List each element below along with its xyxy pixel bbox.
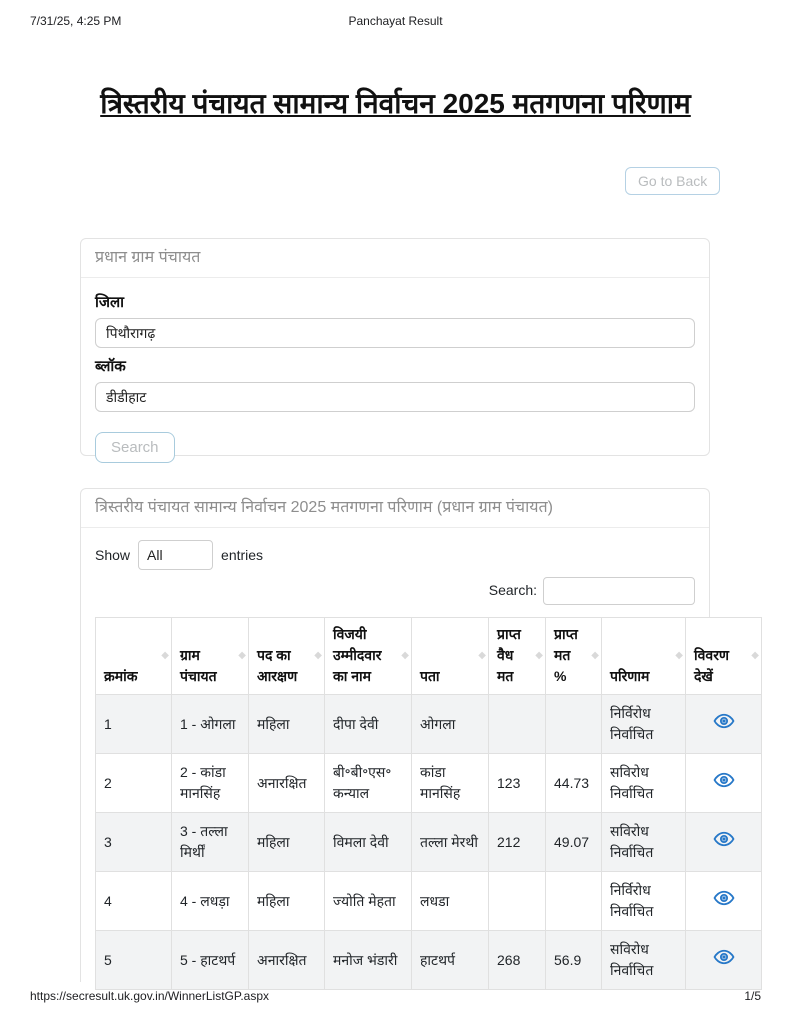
cell-vote-pct [546, 695, 602, 754]
results-table-head [96, 618, 762, 695]
sort-icon: ◆ [314, 650, 322, 661]
cell-valid-votes [489, 872, 546, 931]
column-header-label: परिणाम [610, 668, 650, 684]
column-header-label: पता [420, 668, 440, 684]
sort-icon: ◆ [751, 650, 759, 661]
table-length-control [95, 540, 695, 570]
column-header-label: ग्राम पंचायत [180, 647, 217, 684]
column-header-5[interactable] [489, 618, 546, 695]
entries-select[interactable] [138, 540, 213, 570]
table-row [96, 813, 762, 872]
cell-winner: मनोज भंडारी [325, 931, 412, 990]
print-doc-title: Panchayat Result [348, 14, 443, 28]
column-header-0[interactable] [96, 618, 172, 695]
table-row [96, 754, 762, 813]
column-header-label: विवरण देखें [694, 647, 730, 684]
cell-valid-votes: 212 [489, 813, 546, 872]
eye-icon[interactable] [713, 710, 735, 732]
print-header [0, 14, 791, 28]
show-label: Show [95, 547, 131, 563]
print-page-number: 1/5 [744, 989, 761, 1003]
column-header-label: प्राप्त मत % [554, 626, 578, 684]
cell-vote-pct [546, 872, 602, 931]
cell-sno: 2 [96, 754, 172, 813]
filter-card [80, 238, 710, 456]
sort-icon: ◆ [161, 650, 169, 661]
district-label: जिला [95, 294, 125, 311]
cell-winner: विमला देवी [325, 813, 412, 872]
district-input[interactable] [95, 318, 695, 348]
cell-valid-votes: 123 [489, 754, 546, 813]
cell-vote-pct: 44.73 [546, 754, 602, 813]
column-header-label: पद का आरक्षण [257, 647, 298, 684]
column-header-3[interactable] [325, 618, 412, 695]
table-row [96, 872, 762, 931]
table-search-input[interactable] [543, 577, 695, 605]
column-header-6[interactable] [546, 618, 602, 695]
column-header-2[interactable] [249, 618, 325, 695]
cell-gram-panchayat: 5 - हाटथर्प [172, 931, 249, 990]
sort-icon: ◆ [238, 650, 246, 661]
cell-sno: 3 [96, 813, 172, 872]
cell-winner: बी॰बी॰एस॰ कन्याल [325, 754, 412, 813]
sort-icon: ◆ [535, 650, 543, 661]
cell-vote-pct: 49.07 [546, 813, 602, 872]
filter-card-header: प्रधान ग्राम पंचायत [81, 239, 709, 278]
results-card-header: त्रिस्तरीय पंचायत सामान्य निर्वाचन 2025 मतगणना परिणाम (प्रधान ग्राम पंचायत) [81, 489, 709, 528]
eye-icon[interactable] [713, 887, 735, 909]
cell-address: कांडा मानसिंह [412, 754, 489, 813]
table-filter-control [95, 577, 695, 605]
cell-vote-pct: 56.9 [546, 931, 602, 990]
sort-icon: ◆ [401, 650, 409, 661]
column-header-label: प्राप्त वैध मत [497, 626, 521, 684]
cell-address: हाटथर्प [412, 931, 489, 990]
sort-icon: ◆ [675, 650, 683, 661]
cell-view-details [686, 695, 762, 754]
cell-view-details [686, 872, 762, 931]
cell-reservation: अनारक्षित [249, 754, 325, 813]
cell-gram-panchayat: 3 - तल्ला मिर्थीं [172, 813, 249, 872]
column-header-label: क्रमांक [104, 668, 138, 684]
cell-result: सविरोध निर्वाचित [602, 931, 686, 990]
cell-result: सविरोध निर्वाचित [602, 754, 686, 813]
column-header-4[interactable] [412, 618, 489, 695]
results-card [80, 488, 759, 982]
column-header-1[interactable] [172, 618, 249, 695]
cell-address: तल्ला मेरथी [412, 813, 489, 872]
cell-reservation: महिला [249, 813, 325, 872]
cell-result: निर्विरोध निर्वाचित [602, 695, 686, 754]
sort-icon: ◆ [478, 650, 486, 661]
sort-icon: ◆ [591, 650, 599, 661]
cell-address: ओगला [412, 695, 489, 754]
cell-reservation: अनारक्षित [249, 931, 325, 990]
search-button[interactable]: Search [95, 432, 175, 463]
cell-result: निर्विरोध निर्वाचित [602, 872, 686, 931]
cell-view-details [686, 931, 762, 990]
cell-gram-panchayat: 1 - ओगला [172, 695, 249, 754]
cell-reservation: महिला [249, 695, 325, 754]
results-table [95, 617, 762, 990]
eye-icon[interactable] [713, 769, 735, 791]
results-table-body [96, 695, 762, 990]
column-header-7[interactable] [602, 618, 686, 695]
cell-gram-panchayat: 2 - कांडा मानसिंह [172, 754, 249, 813]
cell-view-details [686, 754, 762, 813]
column-header-label: विजयी उम्मीदवार का नाम [333, 626, 382, 684]
cell-gram-panchayat: 4 - लधड़ा [172, 872, 249, 931]
block-label: ब्लॉक [95, 358, 126, 375]
cell-winner: ज्योति मेहता [325, 872, 412, 931]
go-to-back-button[interactable]: Go to Back [625, 167, 720, 195]
print-datetime: 7/31/25, 4:25 PM [30, 14, 122, 28]
eye-icon[interactable] [713, 828, 735, 850]
print-url: https://secresult.uk.gov.in/WinnerListGP.aspx [30, 989, 269, 1003]
cell-sno: 1 [96, 695, 172, 754]
cell-sno: 5 [96, 931, 172, 990]
cell-result: सविरोध निर्वाचित [602, 813, 686, 872]
cell-address: लधडा [412, 872, 489, 931]
table-row [96, 695, 762, 754]
cell-winner: दीपा देवी [325, 695, 412, 754]
column-header-8[interactable] [686, 618, 762, 695]
page-title: त्रिस्तरीय पंचायत सामान्य निर्वाचन 2025 मतगणना परिणाम [100, 88, 691, 119]
eye-icon[interactable] [713, 946, 735, 968]
cell-valid-votes: 268 [489, 931, 546, 990]
cell-reservation: महिला [249, 872, 325, 931]
cell-sno: 4 [96, 872, 172, 931]
cell-view-details [686, 813, 762, 872]
cell-valid-votes [489, 695, 546, 754]
table-search-label: Search: [488, 581, 537, 598]
entries-label: entries [221, 547, 264, 563]
table-row [96, 931, 762, 990]
block-input[interactable] [95, 382, 695, 412]
